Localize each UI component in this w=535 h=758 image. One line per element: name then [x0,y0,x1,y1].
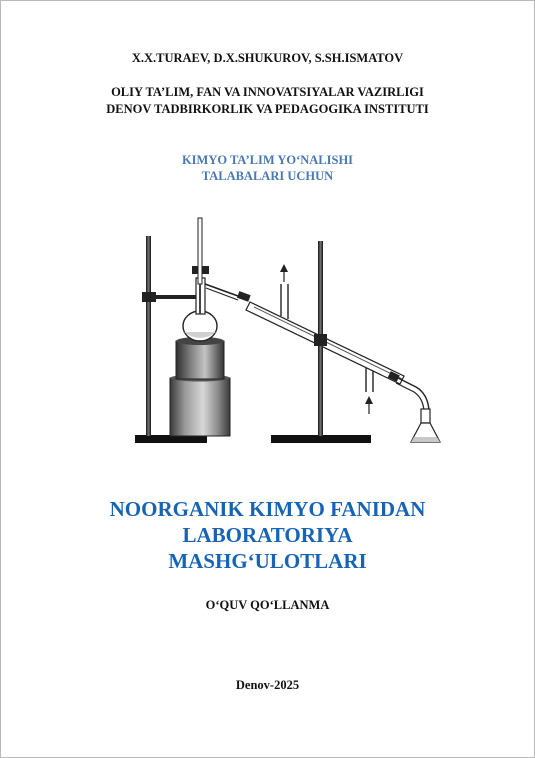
side-arm [205,284,251,302]
condenser [246,264,429,414]
book-type: O‘QUV QO‘LLANMA [205,598,330,612]
authors: X.X.TURAEV, D.X.SHUKUROV, S.SH.ISMATOV [131,51,404,65]
receiving-flask [411,409,440,442]
distillation-flask [183,218,217,341]
place-year: Denov-2025 [235,678,300,692]
subtitle-line-1: KIMYO TA’LIM YO‘NALISHI [181,153,354,167]
title-line-3: MASHG‘ULOTLARI [168,549,367,573]
distillation-apparatus-illustration [126,206,456,456]
institute-line: DENOV TADBIRKORLIK VA PEDAGOGIKA INSTITUTI [106,102,429,116]
ministry-line-1: OLIY TA’LIM, FAN VA INNOVATSIYALAR VAZIRLIGI [111,85,424,99]
title-line-2: LABORATORIYA [182,523,353,547]
subtitle-line-2: TALABALARI UCHUN [201,169,334,183]
title-line-1: NOORGANIK KIMYO FANIDAN [109,497,426,521]
heater [170,337,230,436]
